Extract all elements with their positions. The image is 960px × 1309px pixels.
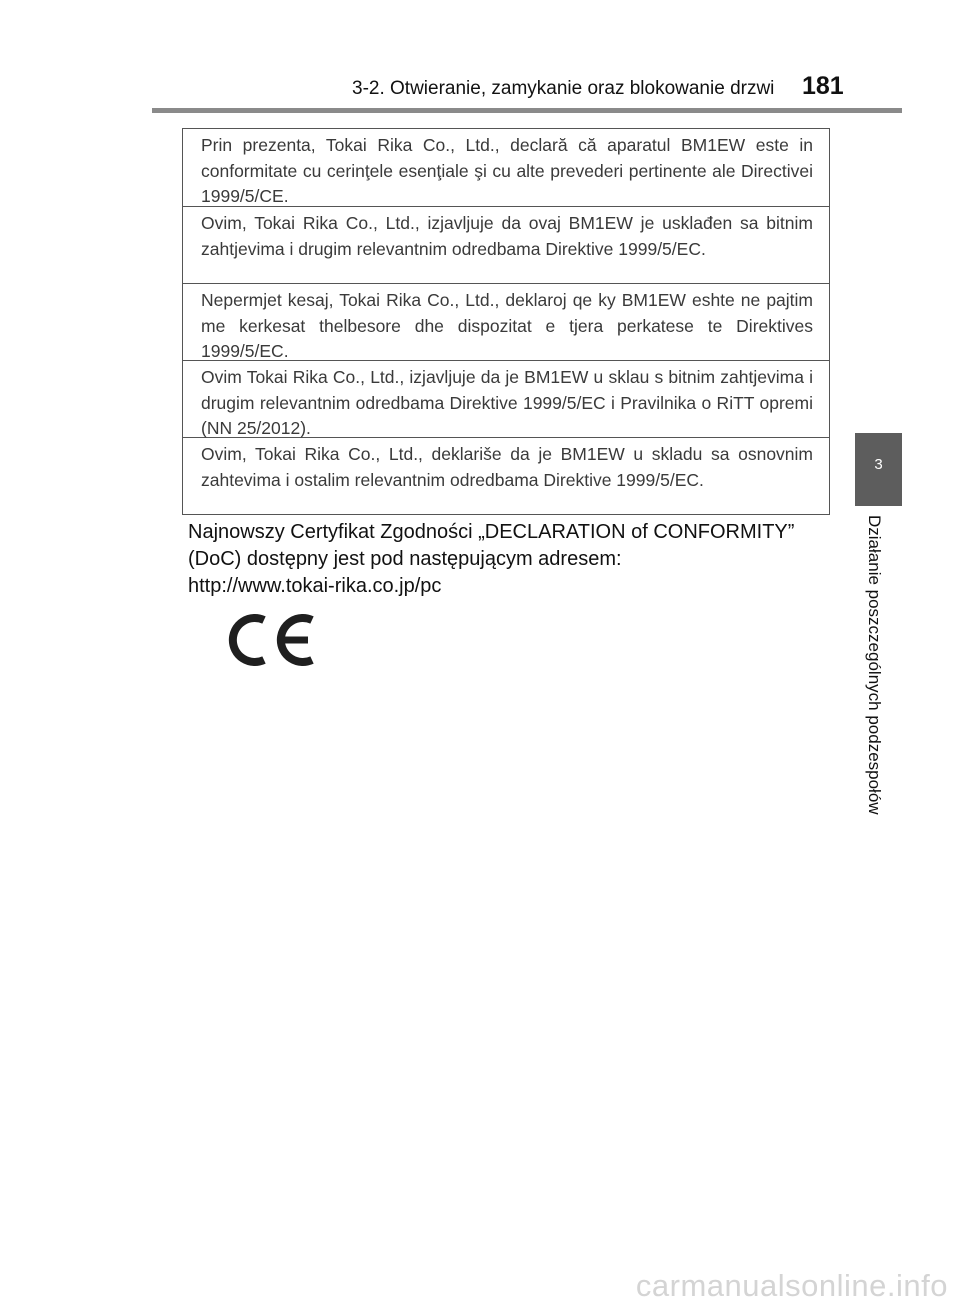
declaration-serbian: Ovim, Tokai Rika Co., Ltd., deklariše da je BM1EW u skladu sa osnovnim zahtevima i ostalim relevantnim odredbama Direktive 1999/5/EC. (183, 437, 829, 514)
page-number: 181 (802, 72, 844, 100)
declaration-bosnian: Ovim, Tokai Rika Co., Ltd., izjavljuje da ovaj BM1EW je usklađen sa bitnim zahtjevima i drugim relevantnim odredbama Direktive 1999/5/EC. (183, 206, 829, 283)
header-divider (152, 108, 902, 113)
doc-line-1: Najnowszy Certyfikat Zgodności „DECLARATION of CONFORMITY” (188, 521, 795, 543)
doc-line-2: (DoC) dostępny jest pod następującym adresem: (188, 548, 622, 570)
doc-url[interactable]: http://www.tokai-rika.co.jp/pc (188, 575, 442, 597)
declarations-table (182, 128, 830, 515)
doc-availability-text (188, 519, 828, 600)
chapter-number: 3 (874, 456, 883, 473)
section-title: 3-2. Otwieranie, zamykanie oraz blokowanie drzwi (352, 78, 775, 99)
chapter-title: Działanie poszczególnych podzespołów (865, 515, 884, 815)
ce-mark-icon (220, 612, 320, 668)
declaration-albanian: Nepermjet kesaj, Tokai Rika Co., Ltd., deklaroj qe ky BM1EW eshte ne pajtim me kerkesat thelbesore dhe dispozitat e tjera perkatese te Direktives 1999/5/EC. (183, 283, 829, 360)
declaration-romanian: Prin prezenta, Tokai Rika Co., Ltd., declară că aparatul BM1EW este in conformitate cu cerinţele esenţiale şi cu alte prevederi pertinente ale Directivei 1999/5/CE. (201, 135, 813, 206)
declaration-croatian: Ovim Tokai Rika Co., Ltd., izjavljuje da je BM1EW u sklau s bitnim zahtjevima i drugim relevantnim odredbama Direktive 1999/5/EC i Pravilnika o RiTT opremi (NN 25/2012). (183, 360, 829, 437)
watermark: carmanualsonline.info (635, 1268, 948, 1303)
chapter-tab (855, 433, 902, 506)
